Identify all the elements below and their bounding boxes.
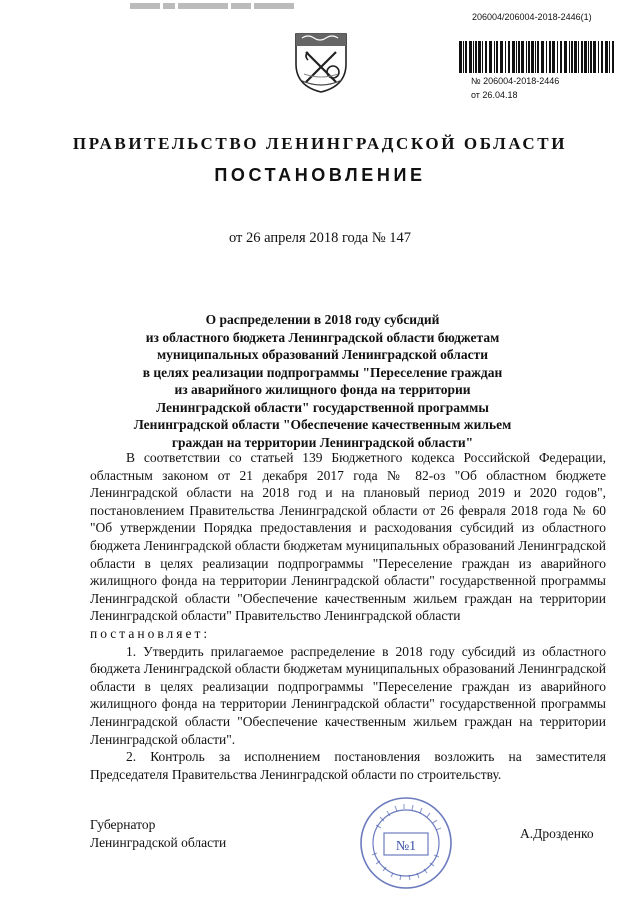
barcode-bar [557, 41, 558, 73]
stamp-number-text: №1 [395, 839, 417, 854]
barcode-bar [482, 41, 483, 73]
document-date-number: от 26 апреля 2018 года № 147 [228, 230, 412, 246]
barcode-bar [521, 41, 524, 73]
barcode-bar [478, 41, 481, 73]
resolves-word: постановляет: [90, 625, 211, 641]
signatory-position-line: Губернатор [90, 817, 156, 832]
barcode-bar [459, 41, 462, 73]
barcode-bar [465, 41, 467, 73]
barcode-bar [588, 41, 589, 73]
signatory-position-line: Ленинградской области [90, 835, 227, 850]
barcode-bar [564, 41, 567, 73]
subject-line: граждан на территории Ленинградской области" [171, 434, 474, 450]
barcode-bar [528, 41, 530, 73]
barcode-bar [463, 41, 464, 73]
document-subject [80, 311, 565, 451]
item-1-paragraph: 1. Утвердить прилагаемое распределение в 2018 году субсидий из областного бюджета Ленинградской области бюджетам муниципальных образований Ленинградской области в целях реализации подпрограммы "Переселение граждан из аварийного жилищного фонда на территории Ленинградской области" государственной программы Ленинградской области "Обеспечение качественным жильем граждан на территории Ленинградской области". [90, 643, 606, 747]
barcode-bar [552, 41, 555, 73]
barcode-bar [584, 41, 587, 73]
barcode-bar [469, 41, 472, 73]
barcode-bar [531, 41, 534, 73]
barcode-registration-date: от 26.04.18 [471, 90, 518, 100]
signatory-name: А.Дрозденко [520, 826, 594, 841]
barcode-bar [598, 41, 599, 73]
item-2-paragraph: 2. Контроль за исполнением постановления возложить на заместителя Председателя Правительства Ленинградской области по строительству. [90, 749, 606, 782]
barcode [459, 41, 615, 73]
government-title: ПРАВИТЕЛЬСТВО ЛЕНИНГРАДСКОЙ ОБЛАСТИ [72, 134, 568, 153]
document-body [90, 449, 606, 783]
barcode-bar [475, 41, 477, 73]
barcode-bar [578, 41, 579, 73]
document-type-title: ПОСТАНОВЛЕНИЕ [214, 165, 426, 185]
subject-line: Ленинградской области "Обеспечение качественным жильем [133, 417, 512, 432]
barcode-bar [581, 41, 583, 73]
barcode-bar [609, 41, 610, 73]
barcode-bar [612, 41, 614, 73]
cropped-header-marks [130, 0, 390, 4]
barcode-bar [560, 41, 562, 73]
barcode-bar [516, 41, 517, 73]
barcode-bar [549, 41, 551, 73]
barcode-bar [541, 41, 544, 73]
barcode-bar [473, 41, 474, 73]
subject-line: Ленинградской области" государственной программы [156, 399, 489, 415]
preamble-paragraph: В соответствии со статьей 139 Бюджетного кодекса Российской Федерации, областным законом от 21 декабря 2017 года № 82-оз "Об областном бюджете Ленинградской области на 2018 год и на плановый период 2019 и 2020 годов", постановлением Правительства Ленинградской области от 26 февраля 2018 года № 60 "Об утверждении Порядка предоставления и расходования субсидий из областного бюджета Ленинградской области бюджетам муниципальных образований Ленинградской области в целях реализации подпрограммы "Переселение граждан из аварийного жилищного фонда на территории Ленинградской области" государственной программы Ленинградской области "Обеспечение качественным жильем граждан на территории Ленинградской области" Правительство Ленинградской области [90, 450, 606, 624]
subject-line: муниципальных образований Ленинградской области [156, 347, 489, 362]
subject-line: в целях реализации подпрограммы "Переселение граждан [142, 364, 503, 380]
barcode-bar [526, 41, 527, 73]
barcode-bar [500, 41, 503, 73]
barcode-bar [494, 41, 495, 73]
barcode-bar [537, 41, 539, 73]
barcode-bar [535, 41, 536, 73]
barcode-bar [605, 41, 608, 73]
barcode-bar [574, 41, 577, 73]
barcode-bar [571, 41, 573, 73]
barcode-bar [508, 41, 510, 73]
subject-line: О распределении в 2018 году субсидий [205, 312, 440, 327]
barcode-bar [505, 41, 506, 73]
barcode-bar [496, 41, 498, 73]
barcode-bar [546, 41, 547, 73]
document-registry-id: 206004/206004-2018-2446(1) [472, 12, 592, 22]
official-stamp-seal [358, 795, 454, 891]
barcode-bar [518, 41, 520, 73]
signatory-position [90, 816, 226, 852]
barcode-bar [590, 41, 592, 73]
barcode-bar [569, 41, 570, 73]
barcode-bar [489, 41, 492, 73]
barcode-bar [485, 41, 487, 73]
barcode-bar [593, 41, 596, 73]
coat-of-arms-emblem [290, 28, 352, 94]
barcode-registration-number: № 206004-2018-2446 [471, 76, 560, 86]
barcode-bar [512, 41, 515, 73]
subject-line: из аварийного жилищного фонда на территории [174, 382, 471, 397]
subject-line: из областного бюджета Ленинградской области бюджетам [145, 329, 500, 345]
barcode-bar [601, 41, 603, 73]
